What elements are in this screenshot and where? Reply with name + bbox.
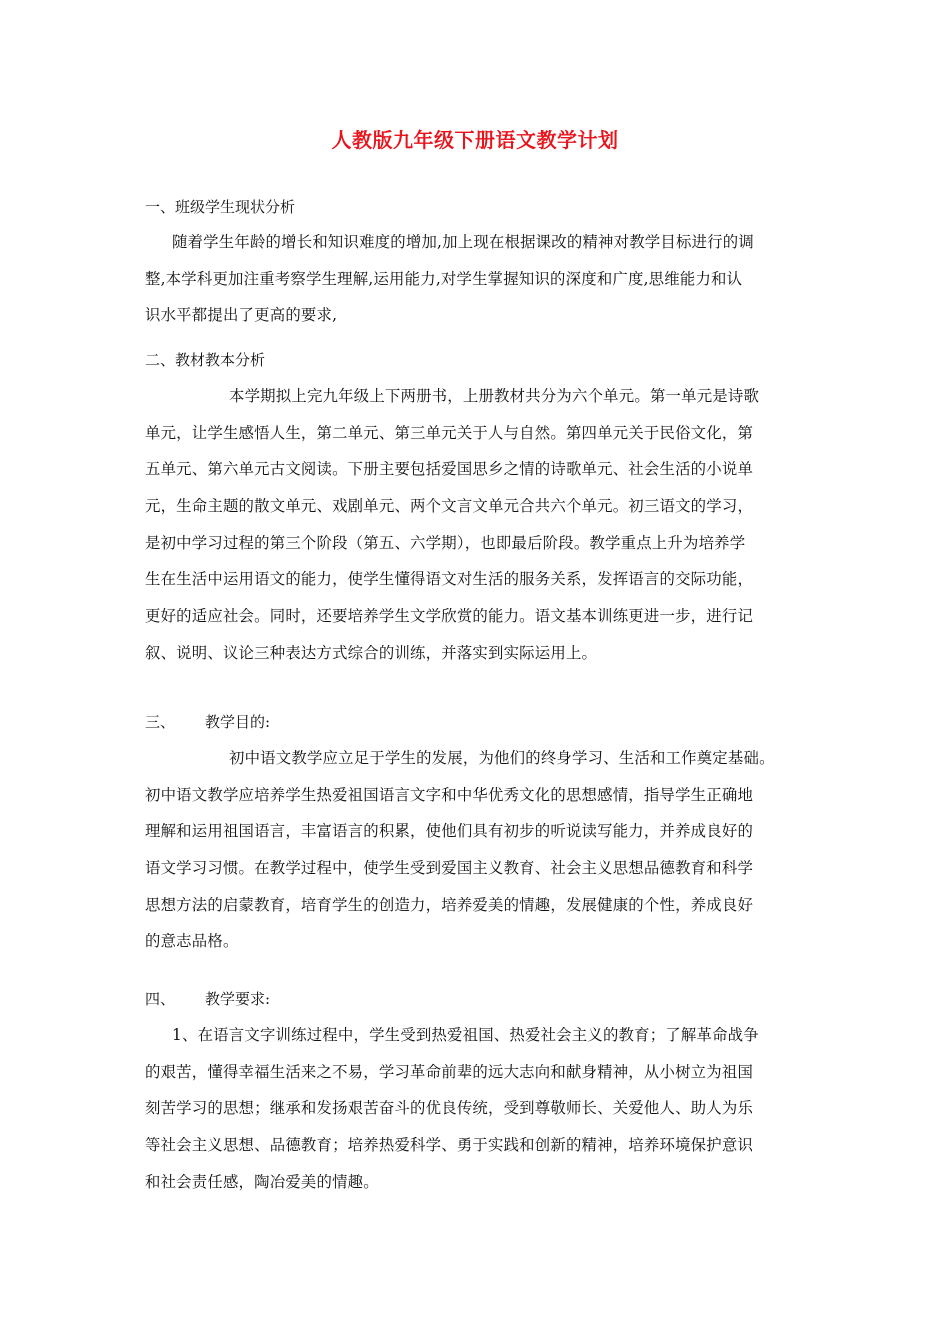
section-body-2 — [145, 378, 815, 672]
body-line: 理解和运用祖国语言，丰富语言的积累，使他们具有初步的听说读写能力，并养成良好的 — [145, 822, 754, 841]
body-line: 叙、说明、议论三种表达方式综合的训练，并落实到实际运用上。 — [145, 643, 598, 662]
body-line: 思想方法的启蒙教育，培育学生的创造力，培养爱美的情趣，发展健康的个性，养成良好 — [145, 895, 754, 914]
heading-number: 二、 — [145, 351, 176, 369]
section-body-4 — [145, 1017, 815, 1200]
section-heading-2 — [145, 350, 265, 370]
section-heading-3 — [145, 712, 270, 732]
body-line: 识水平都提出了更高的要求, — [145, 306, 338, 325]
body-line: 和社会责任感，陶冶爱美的情趣。 — [145, 1172, 379, 1191]
body-line: 单元，让学生感悟人生，第二单元、第三单元关于人与自然。第四单元关于民俗文化，第 — [145, 423, 754, 442]
body-line: 是初中学习过程的第三个阶段（第五、六学期），也即最后阶段。教学重点上升为培养学 — [145, 533, 746, 552]
section-heading-1 — [145, 197, 295, 217]
heading-text: 班级学生现状分析 — [175, 198, 296, 216]
body-line: 五单元、第六单元古文阅读。下册主要包括爱国思乡之情的诗歌单元、社会生活的小说单 — [145, 460, 754, 479]
section-heading-4 — [145, 989, 270, 1009]
body-line: 等社会主义思想、品德教育；培养热爱科学、勇于实践和创新的精神，培养环境保护意识 — [145, 1136, 754, 1155]
heading-number: 三、 — [145, 713, 176, 731]
body-line: 语文学习习惯。在教学过程中，使学生受到爱国主义教育、社会主义思想品德教育和科学 — [145, 859, 754, 878]
section-body-3 — [145, 740, 815, 960]
section-body-1 — [145, 224, 815, 334]
body-line: 元，生命主题的散文单元、戏剧单元、两个文言文单元合共六个单元。初三语文的学习， — [145, 497, 754, 516]
body-line: 初中语文教学应培养学生热爱祖国语言文字和中华优秀文化的思想感情，指导学生正确地 — [145, 785, 754, 804]
body-line: 更好的适应社会。同时，还要培养学生文学欣赏的能力。语文基本训练更进一步，进行记 — [145, 607, 754, 626]
body-line: 的意志品格。 — [145, 932, 239, 951]
heading-text: 教学要求: — [205, 990, 271, 1008]
body-line: 整,本学科更加注重考察学生理解,运用能力,对学生掌握知识的深度和广度,思维能力和认 — [145, 269, 743, 288]
body-line: 生在生活中运用语文的能力，使学生懂得语文对生活的服务关系，发挥语言的交际功能， — [145, 570, 754, 589]
body-line: 本学期拟上完九年级上下两册书，上册教材共分为六个单元。第一单元是诗歌 — [229, 387, 760, 405]
heading-number: 一、 — [145, 198, 176, 216]
heading-text: 教学目的: — [205, 713, 271, 731]
body-line: 随着学生年龄的增长和知识难度的增加,加上现在根据课改的精神对教学目标进行的调 — [172, 233, 754, 251]
body-line: 的艰苦，懂得幸福生活来之不易，学习革命前辈的远大志向和献身精神，从小树立为祖国 — [145, 1062, 754, 1081]
body-line: 刻苦学习的思想；继承和发扬艰苦奋斗的优良传统，受到尊敬师长、关爱他人、助人为乐 — [145, 1099, 754, 1118]
heading-number: 四、 — [145, 990, 176, 1008]
body-line: 1、在语言文字训练过程中，学生受到热爱祖国、热爱社会主义的教育；了解革命战争 — [172, 1026, 759, 1044]
document-title: 人教版九年级下册语文教学计划 — [331, 128, 619, 152]
body-line: 初中语文教学应立足于学生的发展，为他们的终身学习、生活和工作奠定基础。 — [229, 749, 775, 767]
heading-text: 教材教本分析 — [175, 351, 266, 369]
